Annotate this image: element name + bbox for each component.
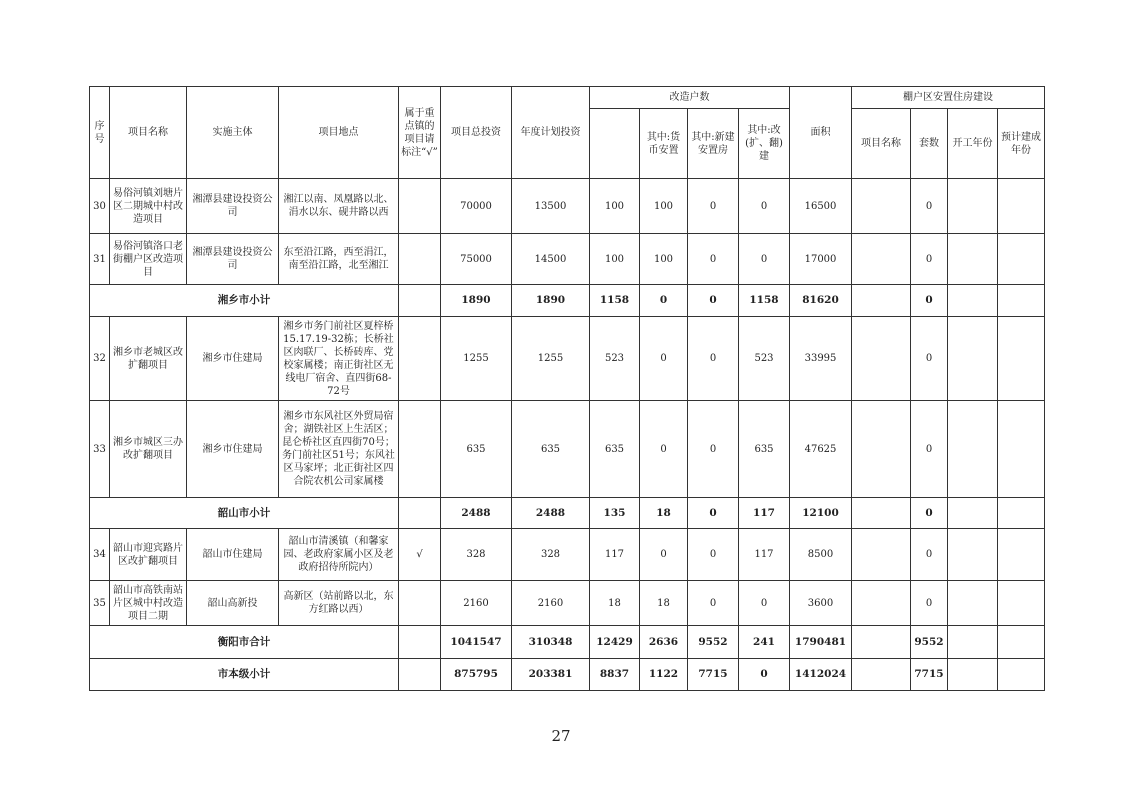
cell-sets: 0 [911, 529, 948, 581]
table-row [90, 179, 1045, 234]
cell-newbuild: 0 [688, 285, 739, 317]
cell-total: 2160 [441, 581, 512, 626]
cell-area: 33995 [790, 317, 852, 401]
header-rebuild: 其中:改(扩、翻)建 [739, 109, 790, 179]
header-seq: 序号 [90, 87, 110, 179]
cell-res-name [852, 234, 911, 285]
cell-total: 1890 [441, 285, 512, 317]
cell-complete [998, 529, 1045, 581]
cell-households: 117 [590, 529, 640, 581]
cell-res-name [852, 529, 911, 581]
cell-location: 湘江以南、凤凰路以北、涓水以东、砚井路以西 [279, 179, 399, 234]
cell-households: 18 [590, 581, 640, 626]
cell-annual: 1255 [512, 317, 590, 401]
header-res-complete: 预计建成年份 [998, 109, 1045, 179]
table-row [90, 581, 1045, 626]
cell-annual: 1890 [512, 285, 590, 317]
cell-org: 湘乡市住建局 [187, 401, 279, 498]
cell-start [948, 581, 998, 626]
cell-sets: 0 [911, 581, 948, 626]
table-row [90, 234, 1045, 285]
cell-cash: 0 [640, 285, 688, 317]
cell-org: 湘潭县建设投资公司 [187, 234, 279, 285]
cell-area: 1412024 [790, 659, 852, 691]
cell-cash: 100 [640, 234, 688, 285]
cell-sets: 9552 [911, 626, 948, 659]
cell-start [948, 285, 998, 317]
cell-annual: 14500 [512, 234, 590, 285]
cell-annual: 328 [512, 529, 590, 581]
cell-key-town [399, 179, 441, 234]
cell-total: 70000 [441, 179, 512, 234]
cell-rebuild: 117 [739, 498, 790, 529]
cell-total: 1041547 [441, 626, 512, 659]
cell-area: 47625 [790, 401, 852, 498]
cell-start [948, 529, 998, 581]
cell-total: 75000 [441, 234, 512, 285]
cell-rebuild: 117 [739, 529, 790, 581]
cell-key-town [399, 285, 441, 317]
cell-area: 17000 [790, 234, 852, 285]
cell-newbuild: 0 [688, 529, 739, 581]
cell-area: 1790481 [790, 626, 852, 659]
cell-name: 易俗河镇刘塘片区二期城中村改造项目 [110, 179, 187, 234]
subtotal-row [90, 659, 1045, 691]
cell-households: 135 [590, 498, 640, 529]
cell-location: 东至沿江路，西至涓江，南至沿江路，北至湘江 [279, 234, 399, 285]
cell-annual: 203381 [512, 659, 590, 691]
cell-newbuild: 7715 [688, 659, 739, 691]
cell-sets: 0 [911, 179, 948, 234]
cell-sets: 0 [911, 401, 948, 498]
cell-org: 韶山高新投 [187, 581, 279, 626]
header-res-name: 项目名称 [852, 109, 911, 179]
cell-households: 523 [590, 317, 640, 401]
cell-org: 韶山市住建局 [187, 529, 279, 581]
header-cash: 其中:货币安置 [640, 109, 688, 179]
cell-households: 100 [590, 234, 640, 285]
subtotal-row [90, 498, 1045, 529]
cell-households: 100 [590, 179, 640, 234]
cell-cash: 0 [640, 317, 688, 401]
cell-cash: 18 [640, 581, 688, 626]
cell-sets: 0 [911, 285, 948, 317]
table-row [90, 401, 1045, 498]
cell-sets: 7715 [911, 659, 948, 691]
cell-area: 16500 [790, 179, 852, 234]
cell-cash: 1122 [640, 659, 688, 691]
cell-location: 韶山市清溪镇（和馨家园、老政府家属小区及老政府招待所院内） [279, 529, 399, 581]
cell-total: 328 [441, 529, 512, 581]
cell-rebuild: 635 [739, 401, 790, 498]
cell-res-name [852, 626, 911, 659]
cell-key-town [399, 317, 441, 401]
header-resettlement: 棚户区安置住房建设 [852, 87, 1045, 109]
cell-cash: 100 [640, 179, 688, 234]
cell-newbuild: 9552 [688, 626, 739, 659]
cell-total: 875795 [441, 659, 512, 691]
header-newbuild: 其中:新建安置房 [688, 109, 739, 179]
cell-households: 8837 [590, 659, 640, 691]
cell-seq: 33 [90, 401, 110, 498]
cell-rebuild: 0 [739, 581, 790, 626]
cell-key-town [399, 498, 441, 529]
header-households-blank [590, 109, 640, 179]
cell-name: 韶山市高铁南站片区城中村改造项目二期 [110, 581, 187, 626]
cell-cash: 2636 [640, 626, 688, 659]
cell-complete [998, 179, 1045, 234]
cell-seq: 30 [90, 179, 110, 234]
cell-complete [998, 581, 1045, 626]
header-res-start: 开工年份 [948, 109, 998, 179]
cell-complete [998, 285, 1045, 317]
table-row [90, 317, 1045, 401]
subtotal-label: 韶山市小计 [90, 498, 399, 529]
cell-res-name [852, 498, 911, 529]
cell-rebuild: 0 [739, 659, 790, 691]
cell-total: 1255 [441, 317, 512, 401]
page-number: 27 [551, 727, 571, 745]
cell-rebuild: 0 [739, 179, 790, 234]
cell-total: 635 [441, 401, 512, 498]
cell-newbuild: 0 [688, 234, 739, 285]
cell-sets: 0 [911, 234, 948, 285]
cell-newbuild: 0 [688, 401, 739, 498]
cell-rebuild: 0 [739, 234, 790, 285]
subtotal-row [90, 626, 1045, 659]
cell-seq: 32 [90, 317, 110, 401]
cell-cash: 18 [640, 498, 688, 529]
table-row [90, 529, 1045, 581]
cell-annual: 310348 [512, 626, 590, 659]
cell-key-town [399, 401, 441, 498]
cell-newbuild: 0 [688, 179, 739, 234]
cell-location: 高新区（站前路以北，东方红路以西） [279, 581, 399, 626]
cell-start [948, 234, 998, 285]
cell-sets: 0 [911, 498, 948, 529]
cell-total: 2488 [441, 498, 512, 529]
cell-area: 12100 [790, 498, 852, 529]
cell-complete [998, 317, 1045, 401]
cell-name: 韶山市迎宾路片区改扩翻项目 [110, 529, 187, 581]
subtotal-label: 湘乡市小计 [90, 285, 399, 317]
header-key-town: 属于重点镇的项目请标注“√” [399, 87, 441, 179]
cell-name: 湘乡市老城区改扩翻项目 [110, 317, 187, 401]
cell-res-name [852, 285, 911, 317]
cell-annual: 13500 [512, 179, 590, 234]
cell-key-town: √ [399, 529, 441, 581]
cell-res-name [852, 581, 911, 626]
cell-start [948, 179, 998, 234]
header-annual-invest: 年度计划投资 [512, 87, 590, 179]
cell-rebuild: 241 [739, 626, 790, 659]
header-area: 面积 [790, 87, 852, 179]
cell-rebuild: 523 [739, 317, 790, 401]
cell-sets: 0 [911, 317, 948, 401]
cell-area: 81620 [790, 285, 852, 317]
cell-complete [998, 659, 1045, 691]
cell-start [948, 317, 998, 401]
cell-key-town [399, 659, 441, 691]
cell-seq: 31 [90, 234, 110, 285]
cell-annual: 635 [512, 401, 590, 498]
cell-seq: 35 [90, 581, 110, 626]
cell-households: 1158 [590, 285, 640, 317]
cell-org: 湘潭县建设投资公司 [187, 179, 279, 234]
cell-start [948, 626, 998, 659]
subtotal-label: 衡阳市合计 [90, 626, 399, 659]
header-total-invest: 项目总投资 [441, 87, 512, 179]
cell-res-name [852, 659, 911, 691]
cell-key-town [399, 626, 441, 659]
cell-households: 12429 [590, 626, 640, 659]
cell-res-name [852, 401, 911, 498]
cell-location: 湘乡市务门前社区夏梓桥15.17.19-32栋；长桥社区肉联厂、长桥砖库、党校家属楼；南正街社区无线电厂宿舍、直四街68-72号 [279, 317, 399, 401]
subtotal-label: 市本级小计 [90, 659, 399, 691]
cell-newbuild: 0 [688, 498, 739, 529]
header-location: 项目地点 [279, 87, 399, 179]
header-res-sets: 套数 [911, 109, 948, 179]
cell-name: 湘乡市城区三办改扩翻项目 [110, 401, 187, 498]
cell-area: 8500 [790, 529, 852, 581]
cell-complete [998, 626, 1045, 659]
cell-org: 湘乡市住建局 [187, 317, 279, 401]
cell-newbuild: 0 [688, 317, 739, 401]
cell-key-town [399, 234, 441, 285]
cell-start [948, 401, 998, 498]
subtotal-row [90, 285, 1045, 317]
cell-res-name [852, 179, 911, 234]
cell-start [948, 659, 998, 691]
cell-key-town [399, 581, 441, 626]
cell-annual: 2488 [512, 498, 590, 529]
cell-complete [998, 498, 1045, 529]
cell-cash: 0 [640, 529, 688, 581]
cell-cash: 0 [640, 401, 688, 498]
cell-complete [998, 234, 1045, 285]
cell-annual: 2160 [512, 581, 590, 626]
cell-res-name [852, 317, 911, 401]
cell-area: 3600 [790, 581, 852, 626]
cell-location: 湘乡市东风社区外贸局宿舍；湖铁社区上生活区；昆仑桥社区直四街70号；务门前社区51号；东风社区马家坪；北正街社区四合院农机公司家属楼 [279, 401, 399, 498]
header-org: 实施主体 [187, 87, 279, 179]
header-renovation-households: 改造户数 [590, 87, 790, 109]
cell-start [948, 498, 998, 529]
cell-name: 易俗河镇洛口老街棚户区改造项目 [110, 234, 187, 285]
cell-complete [998, 401, 1045, 498]
header-name: 项目名称 [110, 87, 187, 179]
cell-seq: 34 [90, 529, 110, 581]
cell-newbuild: 0 [688, 581, 739, 626]
project-table [89, 86, 1045, 691]
cell-households: 635 [590, 401, 640, 498]
cell-rebuild: 1158 [739, 285, 790, 317]
